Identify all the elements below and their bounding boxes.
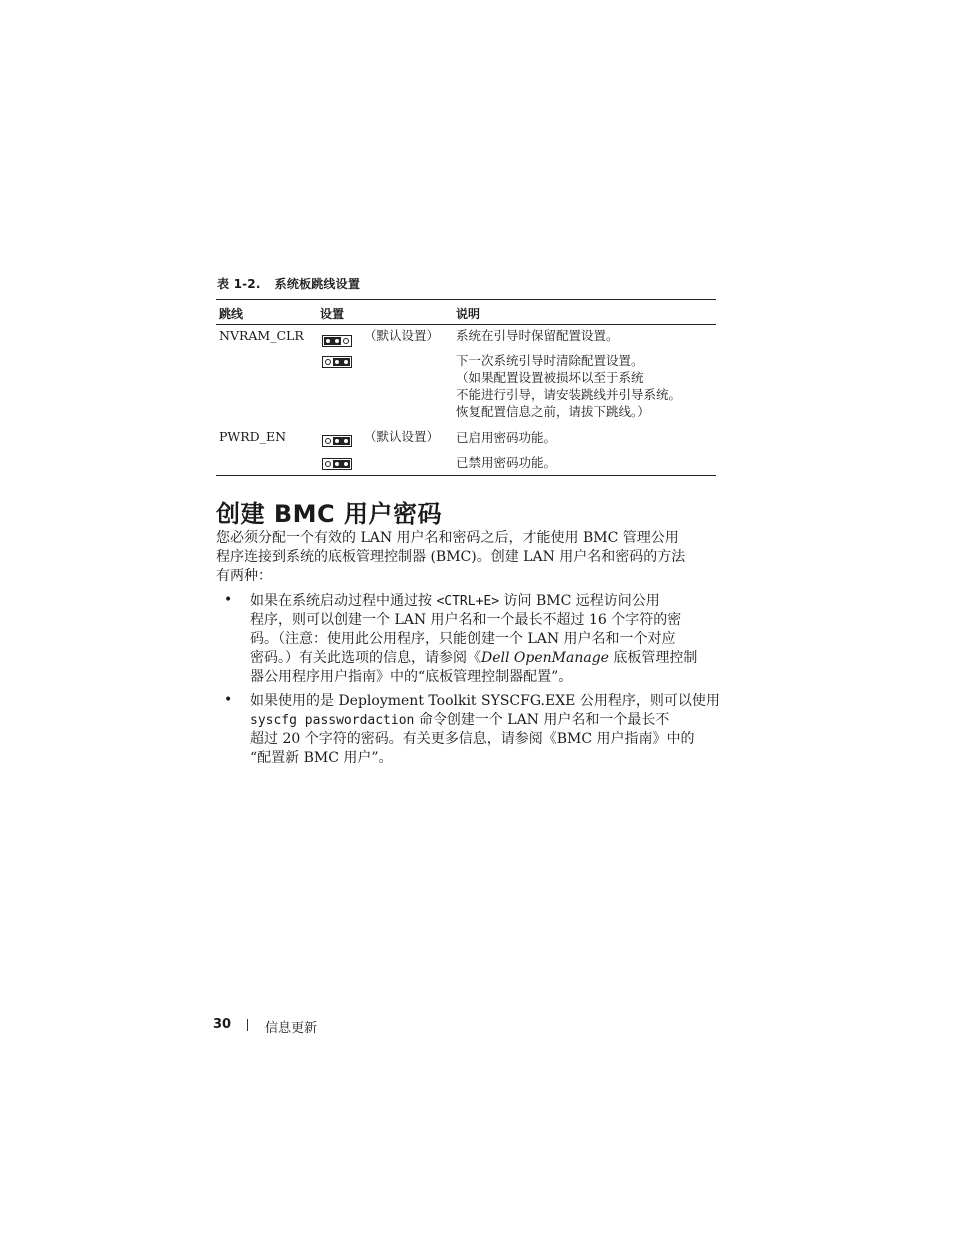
table-row-description: 不能进行引导，请安装跳线并引导系统。 — [456, 387, 682, 402]
table-header-setting: 设置 — [320, 307, 345, 321]
table-row-description: 系统在引导时保留配置设置。 — [456, 328, 619, 343]
table-caption-title: 系统板跳线设置 — [274, 277, 361, 291]
bullet-mark: • — [224, 592, 233, 608]
intro-line: 有两种： — [216, 568, 272, 584]
intro-line: 程序连接到系统的底板管理控制器 (BMC)。创建 LAN 用户名和密码的方法 — [216, 549, 686, 565]
table-row-description: 下一次系统引导时清除配置设置。 — [456, 353, 644, 368]
table-row-description: 已禁用密码功能。 — [456, 455, 557, 470]
bullet-line: 如果在系统启动过程中通过按 <CTRL+E> 访问 BMC 远程访问公用 — [250, 593, 660, 609]
bullet-line: 密码。）有关此选项的信息，请参阅《Dell OpenManage 底板管理控制 — [250, 650, 698, 666]
table-caption — [217, 275, 360, 292]
jumper-pins-icon — [322, 458, 352, 470]
section-heading: 创建 BMC 用户密码 — [216, 500, 442, 528]
key-combo-code: <CTRL+E> — [436, 594, 500, 609]
bullet-line: 程序，则可以创建一个 LAN 用户名和一个最长不超过 16 个字符的密 — [250, 612, 682, 628]
footer-title: 信息更新 — [265, 1021, 318, 1036]
bullet-line: 如果使用的是 Deployment Toolkit SYSCFG.EXE 公用程序，则可以使用 — [250, 693, 720, 709]
bullet-line: “配置新 BMC 用户”。 — [250, 750, 393, 766]
bullet-line: syscfg passwordaction 命令创建一个 LAN 用户名和一个最长不 — [250, 712, 670, 728]
bullet-mark: • — [224, 692, 233, 708]
table-row-setting-note: （默认设置） — [364, 328, 440, 343]
table-row-description: （如果配置设置被损坏以至于系统 — [456, 370, 644, 385]
table-bottom-rule — [216, 475, 716, 476]
footer-divider — [247, 1019, 248, 1031]
bullet-line: 超过 20 个字符的密码。有关更多信息，请参阅《BMC 用户指南》中的 — [250, 731, 695, 747]
table-header-rule — [216, 324, 716, 325]
product-name: Dell OpenManage — [481, 650, 609, 666]
jumper-pins-icon — [322, 356, 352, 368]
page-number: 30 — [213, 1017, 232, 1032]
table-row-jumper-name: NVRAM_CLR — [219, 328, 304, 343]
table-header-jumper: 跳线 — [219, 307, 244, 321]
table-row-description: 已启用密码功能。 — [456, 430, 557, 445]
table-row-jumper-name: PWRD_EN — [219, 429, 287, 444]
jumper-pins-icon — [322, 335, 352, 347]
table-row-setting-note: （默认设置） — [364, 429, 440, 444]
jumper-pins-icon — [322, 435, 352, 447]
table-row-description: 恢复配置信息之前，请拔下跳线。） — [456, 404, 650, 419]
bullet-line: 器公用程序用户指南》中的“底板管理控制器配置”。 — [250, 669, 573, 685]
bullet-line: 码。（注意：使用此公用程序，只能创建一个 LAN 用户名和一个对应 — [250, 631, 676, 647]
intro-line: 您必须分配一个有效的 LAN 用户名和密码之后，才能使用 BMC 管理公用 — [216, 530, 679, 546]
table-top-rule — [216, 299, 716, 300]
table-caption-label: 表 1-2. — [217, 277, 261, 291]
command-code: syscfg passwordaction — [250, 713, 415, 728]
table-header-description: 说明 — [456, 307, 481, 321]
